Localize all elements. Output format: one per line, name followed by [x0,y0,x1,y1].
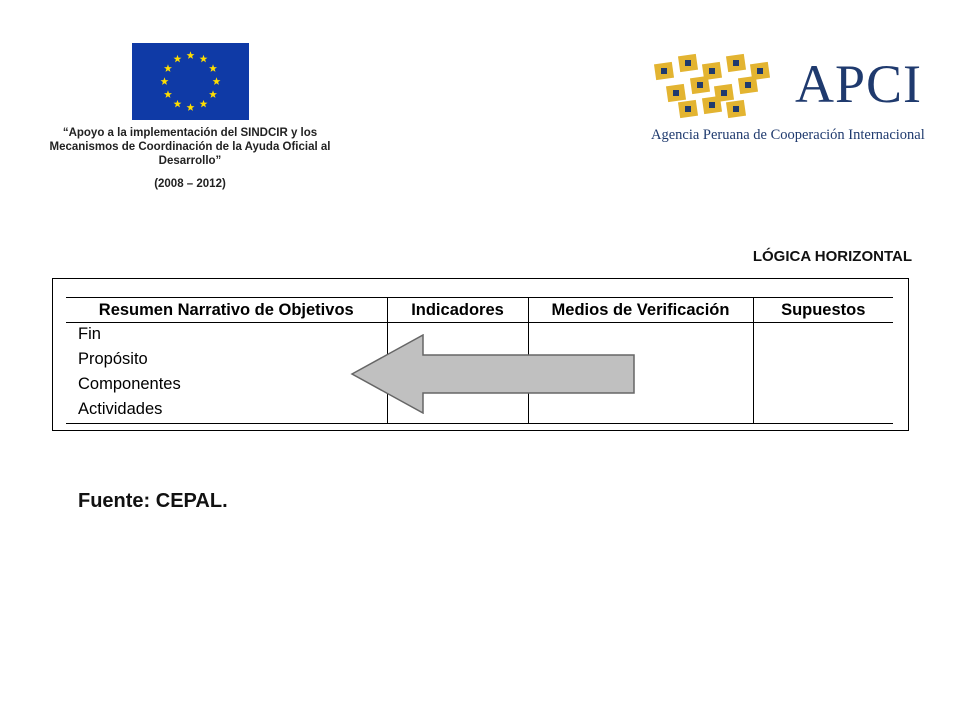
row-componentes: Componentes [78,375,181,393]
apci-tile-dot [721,90,727,96]
eu-flag-icon [132,43,249,120]
left-arrow-icon [350,334,636,414]
row-actividades: Actividades [78,400,163,418]
apci-tile-dot [745,82,751,88]
project-title: “Apoyo a la implementación del SINDCIR y los Mecanismos de Coordinación de la Ayuda Oficial al Desarrollo” [49,127,331,167]
header-indicadores: Indicadores [387,298,528,323]
cell-supuestos [753,323,893,424]
apci-tile-dot [697,82,703,88]
cell-resumen [66,323,387,424]
apci-tile-dot [757,68,763,74]
apci-tile-dot [709,68,715,74]
apci-tile-dot [661,68,667,74]
row-fin: Fin [78,325,101,343]
apci-tile-dot [733,106,739,112]
source-caption: Fuente: CEPAL. [78,490,228,512]
header-resumen: Resumen Narrativo de Objetivos [66,298,387,323]
apci-name: APCI [795,54,923,114]
project-years: (2008 – 2012) [154,178,226,190]
apci-mark-icon [645,49,777,119]
apci-tile-dot [685,106,691,112]
apci-tile-dot [709,102,715,108]
apci-tile-dot [733,60,739,66]
apci-full-name: Agencia Peruana de Cooperación Internacional [651,127,925,143]
header-medios: Medios de Verificación [528,298,753,323]
header-supuestos: Supuestos [753,298,893,323]
apci-logo [645,47,925,147]
row-proposito: Propósito [78,350,148,368]
section-title: LÓGICA HORIZONTAL [752,248,912,265]
apci-tile-dot [685,60,691,66]
apci-tile-dot [673,90,679,96]
